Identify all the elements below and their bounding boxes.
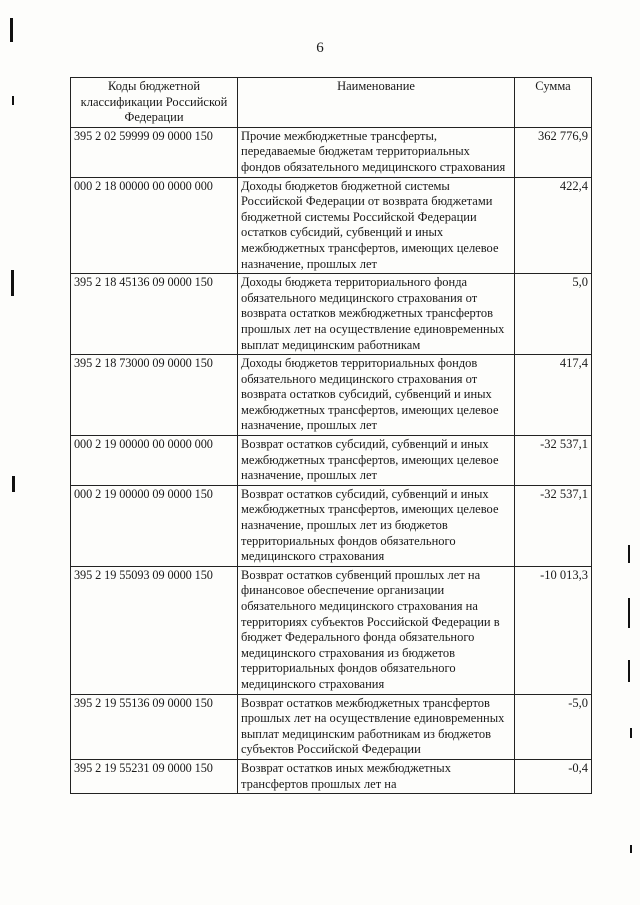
row-name: Возврат остатков субвенций прошлых лет на финансовое обеспечение организации обязательного медицинского страхования на территориях субъектов Российской Федерации в бюджет Федерального фонда обязательного медицинского страхования из бюджетов территориальных фондов обязательного медицинского страхования xyxy=(238,566,515,694)
scan-artifact-mark xyxy=(628,598,630,628)
scan-artifact-mark xyxy=(11,270,14,296)
row-sum: 5,0 xyxy=(515,274,592,355)
table-row xyxy=(71,485,592,566)
row-sum: -10 013,3 xyxy=(515,566,592,694)
scan-artifact-mark xyxy=(12,96,14,105)
row-code: 000 2 19 00000 00 0000 000 xyxy=(71,436,238,486)
budget-classification-table xyxy=(70,77,592,794)
row-sum: 417,4 xyxy=(515,355,592,436)
row-code: 395 2 19 55136 09 0000 150 xyxy=(71,694,238,759)
row-sum: -0,4 xyxy=(515,759,592,793)
table-row xyxy=(71,274,592,355)
row-name: Доходы бюджетов бюджетной системы Российской Федерации от возврата бюджетами бюджетной системы Российской Федерации остатков субсидий, субвенций и иных межбюджетных трансфертов, имеющих целевое назначение, прошлых лет xyxy=(238,177,515,274)
page-number: 6 xyxy=(316,40,324,56)
row-name: Возврат остатков субсидий, субвенций и иных межбюджетных трансфертов, имеющих целевое назначение, прошлых лет xyxy=(238,436,515,486)
scan-artifact-mark xyxy=(630,728,632,738)
row-name: Доходы бюджета территориального фонда обязательного медицинского страхования от возврата остатков межбюджетных трансфертов прошлых лет на осуществление единовременных выплат медицинским работникам xyxy=(238,274,515,355)
header-sum: Сумма xyxy=(515,78,592,128)
table-row xyxy=(71,127,592,177)
table-row xyxy=(71,566,592,694)
row-code: 395 2 19 55093 09 0000 150 xyxy=(71,566,238,694)
row-sum: 362 776,9 xyxy=(515,127,592,177)
table-header-row xyxy=(71,78,592,128)
row-sum: -32 537,1 xyxy=(515,485,592,566)
header-code: Коды бюджетной классификации Российской Федерации xyxy=(71,78,238,128)
scan-artifact-mark xyxy=(630,845,632,853)
header-name: Наименование xyxy=(238,78,515,128)
row-code: 395 2 02 59999 09 0000 150 xyxy=(71,127,238,177)
row-name: Возврат остатков иных межбюджетных трансфертов прошлых лет на xyxy=(238,759,515,793)
row-sum: -5,0 xyxy=(515,694,592,759)
table-row xyxy=(71,436,592,486)
row-code: 000 2 19 00000 09 0000 150 xyxy=(71,485,238,566)
table-row xyxy=(71,355,592,436)
row-name: Доходы бюджетов территориальных фондов обязательного медицинского страхования от возврата остатков субсидий, субвенций и иных межбюджетных трансфертов, имеющих целевое назначение, прошлых лет xyxy=(238,355,515,436)
table-row xyxy=(71,694,592,759)
row-code: 395 2 18 45136 09 0000 150 xyxy=(71,274,238,355)
row-sum: -32 537,1 xyxy=(515,436,592,486)
table-row xyxy=(71,759,592,793)
row-code: 000 2 18 00000 00 0000 000 xyxy=(71,177,238,274)
row-name: Прочие межбюджетные трансферты, передаваемые бюджетам территориальных фондов обязательного медицинского страхования xyxy=(238,127,515,177)
row-code: 395 2 19 55231 09 0000 150 xyxy=(71,759,238,793)
scan-artifact-mark xyxy=(12,476,15,492)
row-name: Возврат остатков межбюджетных трансфертов прошлых лет на осуществление единовременных выплат медицинским работникам из бюджетов субъектов Российской Федерации xyxy=(238,694,515,759)
scan-artifact-mark xyxy=(10,18,13,42)
row-code: 395 2 18 73000 09 0000 150 xyxy=(71,355,238,436)
table-row xyxy=(71,177,592,274)
scan-artifact-mark xyxy=(628,545,630,563)
row-name: Возврат остатков субсидий, субвенций и иных межбюджетных трансфертов, имеющих целевое назначение, прошлых лет из бюджетов территориальных фондов обязательного медицинского страхования xyxy=(238,485,515,566)
scan-artifact-mark xyxy=(628,660,630,682)
row-sum: 422,4 xyxy=(515,177,592,274)
